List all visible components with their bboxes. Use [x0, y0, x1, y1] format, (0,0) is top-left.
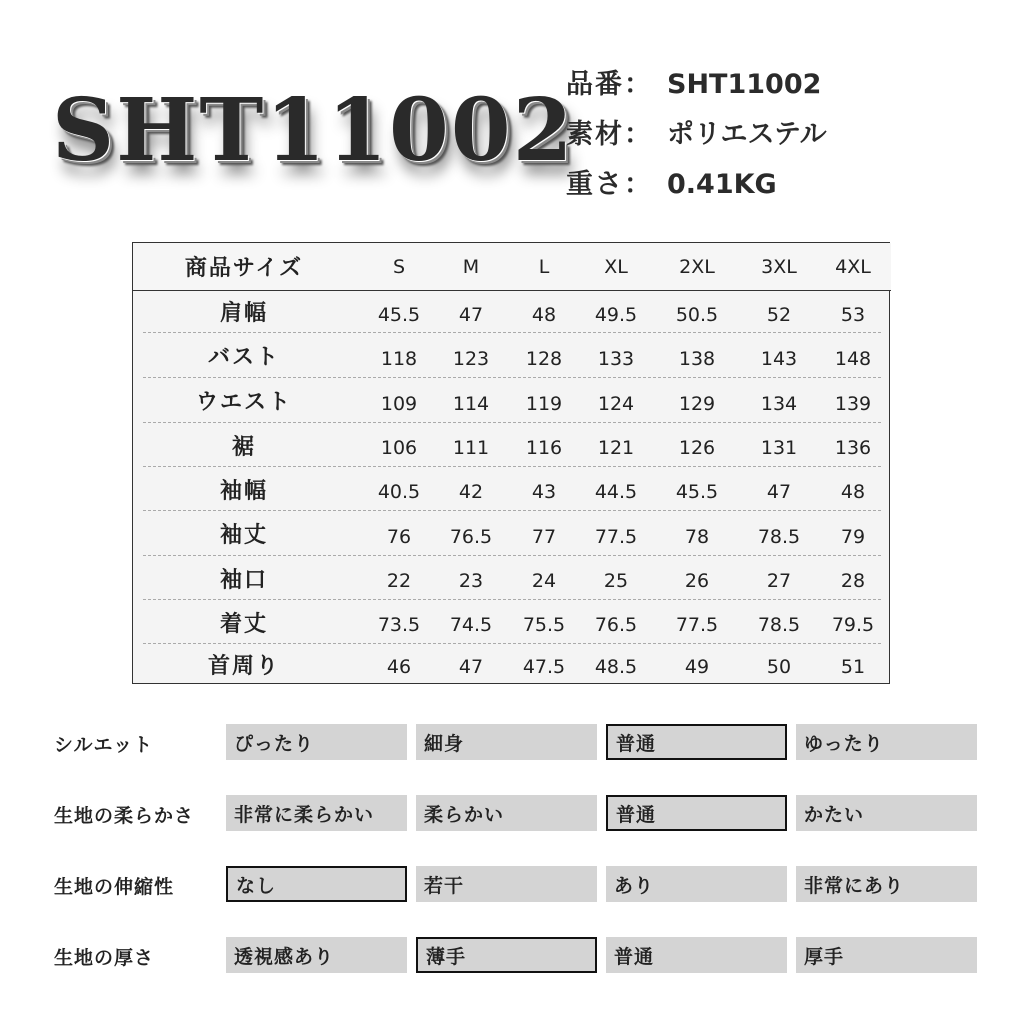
attribute-option-selected: 薄手 [416, 937, 597, 973]
spec-label: 重さ： [566, 169, 653, 200]
size-row [133, 423, 891, 467]
measurement-label: 裾 [231, 434, 256, 460]
attribute-option-selected: 普通 [606, 795, 787, 831]
measurement-value: 50.5 [675, 303, 719, 326]
measurement-value: 47.5 [522, 656, 566, 678]
measurement-value: 116 [525, 437, 563, 459]
size-header-m: M [462, 255, 480, 278]
size-row [133, 333, 891, 378]
spec-value: SHT11002 [667, 69, 822, 100]
size-header-xl: XL [604, 255, 628, 278]
size-header-l: L [538, 255, 550, 278]
measurement-value: 28 [840, 570, 866, 592]
spec-value: ポリエステル [667, 119, 827, 150]
spec-label: 素材： [566, 119, 653, 150]
measurement-value: 119 [525, 392, 563, 415]
size-header-3xl: 3XL [761, 255, 797, 278]
measurement-value: 40.5 [377, 481, 421, 503]
measurement-label: 袖幅 [219, 478, 268, 504]
measurement-value: 79 [840, 525, 866, 548]
spec-label: 品番： [566, 69, 653, 100]
attribute-label: 生地の伸縮性 [54, 876, 175, 898]
measurement-value: 123 [452, 347, 490, 370]
size-header-label: 商品サイズ [184, 256, 304, 281]
size-chart-header [133, 243, 891, 291]
attribute-option: 普通 [606, 937, 787, 973]
measurement-value: 78 [684, 525, 710, 548]
measurement-value: 46 [386, 656, 412, 678]
attribute-option: ゆったり [796, 724, 977, 760]
measurement-value: 78.5 [757, 614, 801, 636]
measurement-value: 73.5 [377, 614, 421, 636]
size-row [133, 556, 891, 600]
measurement-value: 121 [597, 437, 635, 459]
measurement-label: 肩幅 [219, 301, 268, 326]
size-header-s: S [392, 255, 406, 278]
measurement-value: 45.5 [675, 481, 719, 503]
measurement-value: 51 [840, 656, 866, 678]
measurement-value: 111 [452, 437, 490, 459]
measurement-value: 27 [766, 570, 792, 592]
size-chart-table [132, 242, 890, 684]
measurement-value: 77.5 [594, 525, 638, 548]
measurement-value: 138 [678, 347, 716, 370]
measurement-value: 77.5 [675, 614, 719, 636]
measurement-value: 77 [531, 525, 557, 548]
measurement-value: 118 [380, 347, 418, 370]
spec-item-material [566, 112, 827, 151]
attribute-option-selected: 普通 [606, 724, 787, 760]
attribute-option: あり [606, 866, 787, 902]
measurement-label: 袖口 [219, 567, 268, 593]
measurement-value: 48.5 [594, 656, 638, 678]
product-logo: SHT11002 [52, 80, 575, 181]
measurement-value: 44.5 [594, 481, 638, 503]
measurement-value: 75.5 [522, 614, 566, 636]
attribute-option: 透視感あり [226, 937, 407, 973]
measurement-value: 26 [684, 570, 710, 592]
attribute-option: かたい [796, 795, 977, 831]
measurement-value: 23 [458, 570, 484, 592]
attribute-option: 柔らかい [416, 795, 597, 831]
measurement-value: 22 [386, 570, 412, 592]
size-header-2xl: 2XL [679, 255, 715, 278]
size-row [133, 467, 891, 511]
measurement-label: 着丈 [219, 611, 268, 637]
attribute-option-selected: なし [226, 866, 407, 902]
measurement-value: 143 [760, 347, 798, 370]
measurement-value: 47 [766, 481, 792, 503]
size-row [133, 600, 891, 644]
attribute-option: 非常にあり [796, 866, 977, 902]
measurement-value: 106 [380, 437, 418, 459]
size-row [133, 290, 891, 333]
measurement-value: 25 [603, 570, 629, 592]
size-row [133, 511, 891, 556]
measurement-value: 49.5 [594, 303, 638, 326]
measurement-value: 43 [531, 481, 557, 503]
measurement-value: 148 [834, 347, 872, 370]
attribute-option: 非常に柔らかい [226, 795, 407, 831]
measurement-value: 136 [834, 437, 872, 459]
measurement-value: 139 [834, 392, 872, 415]
measurement-value: 114 [452, 392, 490, 415]
measurement-value: 129 [678, 392, 716, 415]
measurement-value: 78.5 [757, 525, 801, 548]
measurement-label: 首周り [207, 653, 280, 679]
attribute-option: 厚手 [796, 937, 977, 973]
measurement-value: 48 [531, 303, 557, 326]
measurement-value: 47 [458, 303, 484, 326]
measurement-label: バスト [207, 345, 280, 370]
measurement-value: 24 [531, 570, 557, 592]
measurement-value: 50 [766, 656, 792, 678]
measurement-value: 76.5 [594, 614, 638, 636]
measurement-label: ウエスト [195, 390, 292, 415]
size-row [133, 378, 891, 423]
measurement-value: 131 [760, 437, 798, 459]
measurement-value: 76 [386, 525, 412, 548]
spec-value: 0.41KG [667, 169, 777, 200]
measurement-value: 109 [380, 392, 418, 415]
measurement-value: 49 [684, 656, 710, 678]
attribute-label: シルエット [54, 734, 154, 756]
measurement-value: 48 [840, 481, 866, 503]
measurement-value: 124 [597, 392, 635, 415]
spec-item-number [566, 62, 821, 101]
measurement-value: 45.5 [377, 303, 421, 326]
measurement-value: 134 [760, 392, 798, 415]
measurement-value: 76.5 [449, 525, 493, 548]
spec-item-weight [566, 162, 777, 201]
measurement-value: 74.5 [449, 614, 493, 636]
measurement-label: 袖丈 [219, 523, 268, 548]
size-row [133, 644, 891, 684]
measurement-value: 52 [766, 303, 792, 326]
attribute-label: 生地の厚さ [54, 947, 155, 969]
measurement-value: 128 [525, 347, 563, 370]
measurement-value: 47 [458, 656, 484, 678]
attribute-label: 生地の柔らかさ [54, 805, 195, 827]
measurement-value: 42 [458, 481, 484, 503]
attribute-option: 細身 [416, 724, 597, 760]
attribute-option: 若干 [416, 866, 597, 902]
measurement-value: 133 [597, 347, 635, 370]
size-header-4xl: 4XL [835, 255, 871, 278]
measurement-value: 126 [678, 437, 716, 459]
measurement-value: 53 [840, 303, 866, 326]
attribute-option: ぴったり [226, 724, 407, 760]
measurement-value: 79.5 [831, 614, 875, 636]
